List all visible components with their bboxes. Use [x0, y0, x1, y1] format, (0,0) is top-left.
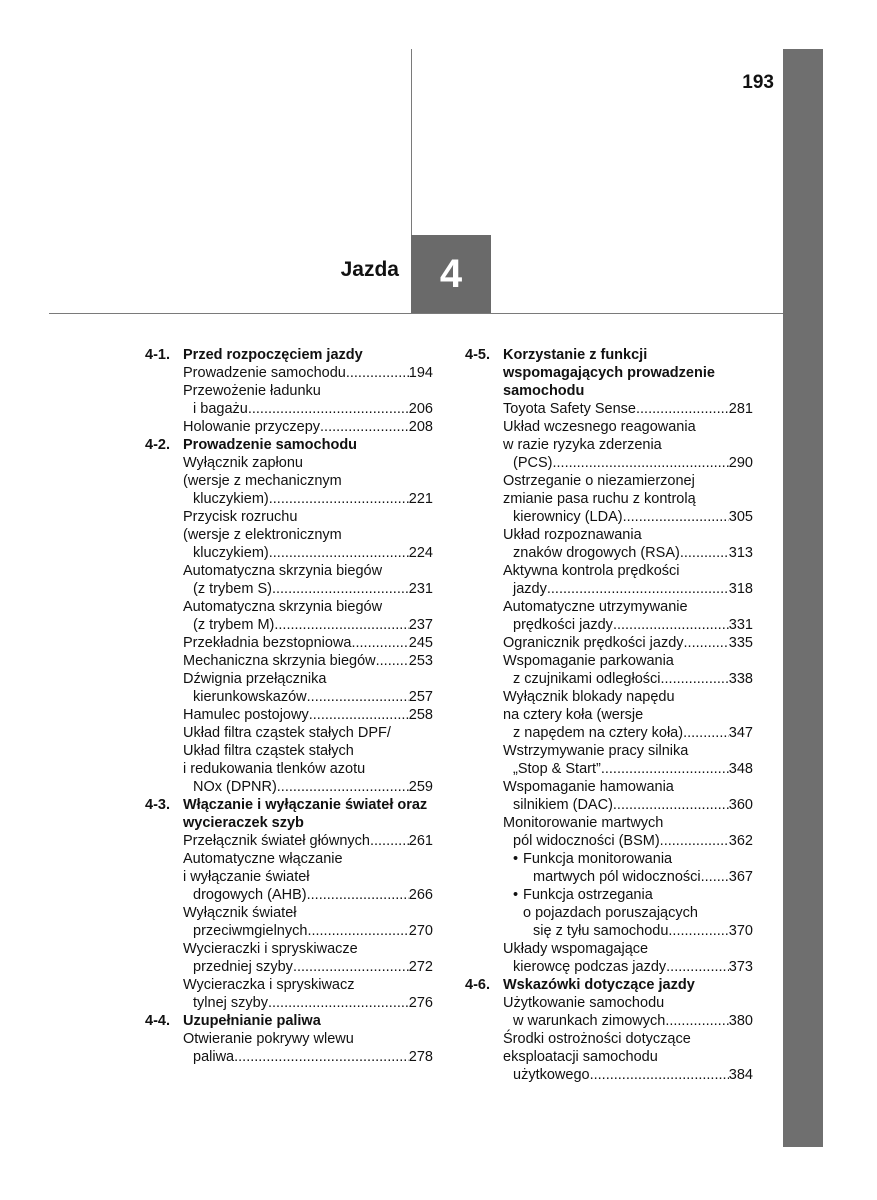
toc-entry[interactable] — [183, 508, 433, 562]
dot-leader — [293, 958, 409, 976]
page-ref: 360 — [728, 797, 753, 813]
dot-leader — [272, 580, 409, 598]
bullet-icon: • — [513, 887, 519, 903]
entry-title-last: martwych pól widoczności — [533, 869, 701, 885]
toc-leader-line — [183, 544, 433, 562]
dot-leader — [701, 868, 729, 886]
toc-entry[interactable] — [503, 778, 753, 814]
toc-leader-line — [503, 724, 753, 742]
toc-leader-line — [183, 418, 433, 436]
subentry-title: Funkcja ostrzegania — [523, 887, 653, 903]
section-heading — [145, 436, 433, 454]
entry-title: Automatyczna skrzynia biegów — [183, 599, 383, 615]
page-ref: 253 — [408, 653, 433, 669]
section-number: 4-3. — [145, 797, 170, 813]
entry-title-last: w warunkach zimowych — [513, 1013, 666, 1029]
entry-title-last: pól widoczności (BSM) — [513, 833, 660, 849]
toc-entry[interactable] — [503, 400, 753, 418]
entry-title-last: NOx (DPNR) — [193, 779, 277, 795]
toc-entry[interactable] — [503, 526, 753, 562]
toc-leader-line — [183, 634, 433, 652]
entry-title: Wyłącznik świateł — [183, 905, 297, 921]
page-ref: 206 — [408, 401, 433, 417]
toc-leader-line — [503, 958, 753, 976]
entry-title-last: Mechaniczna skrzynia biegów — [183, 653, 376, 669]
entry-title: Ostrzeganie o niezamierzonej zmianie pasa ruchu z kontrolą — [503, 473, 696, 507]
toc-leader-line — [183, 778, 433, 796]
entry-title-last: się z tyłu samochodu — [533, 923, 669, 939]
toc-leader-line — [183, 886, 433, 904]
entry-title-last: kierowcę podczas jazdy — [513, 959, 667, 975]
entry-title-last: (z trybem S) — [193, 581, 272, 597]
entry-title: Przycisk rozruchu (wersje z elektronicznym — [183, 509, 342, 543]
entry-title-last: Hamulec postojowy — [183, 707, 309, 723]
entry-title-last: Prowadzenie samochodu — [183, 365, 346, 381]
dot-leader — [666, 958, 729, 976]
toc-entry[interactable] — [183, 670, 433, 706]
toc-leader-line — [503, 544, 753, 562]
entry-title-last: paliwa — [193, 1049, 235, 1065]
toc-entry[interactable] — [183, 634, 433, 652]
dot-leader — [684, 634, 729, 652]
dot-leader — [274, 616, 408, 634]
page-ref: 259 — [408, 779, 433, 795]
entry-title: Otwieranie pokrywy wlewu — [183, 1031, 354, 1047]
toc-entry[interactable] — [503, 562, 753, 598]
dot-leader — [277, 778, 409, 796]
dot-leader — [636, 400, 729, 418]
subentry-first-line — [513, 850, 753, 868]
entry-title: Użytkowanie samochodu — [503, 995, 665, 1011]
entry-title: Automatyczna skrzynia biegów — [183, 563, 383, 579]
entry-title: Dźwignia przełącznika — [183, 671, 327, 687]
toc-leader-line — [503, 1012, 753, 1030]
entry-title-last: przeciwmgielnych — [193, 923, 308, 939]
toc-leader-line — [183, 616, 433, 634]
toc-entry[interactable] — [503, 742, 753, 778]
bullet-icon: • — [513, 851, 519, 867]
section-title: Wskazówki dotyczące jazdy — [503, 977, 695, 993]
entry-title: Wspomaganie hamowania — [503, 779, 674, 795]
page-ref: 231 — [408, 581, 433, 597]
page-ref: 347 — [728, 725, 753, 741]
dot-leader — [248, 400, 409, 418]
toc-entry[interactable] — [183, 454, 433, 508]
dot-leader — [680, 544, 729, 562]
toc-entry[interactable] — [183, 364, 433, 382]
chapter-number-box: 4 — [411, 235, 491, 313]
dot-leader — [601, 760, 729, 778]
section-title: Przed rozpoczęciem jazdy — [183, 347, 363, 363]
entry-title-last: Przekładnia bezstopniowa — [183, 635, 352, 651]
page-ref: 380 — [728, 1013, 753, 1029]
dot-leader — [683, 724, 729, 742]
horizontal-rule — [49, 313, 783, 314]
entry-title: Układy wspomagające — [503, 941, 649, 957]
toc-leader-line — [183, 364, 433, 382]
entry-title-last: Ogranicznik prędkości jazdy — [503, 635, 684, 651]
dot-leader — [552, 454, 728, 472]
toc-entry[interactable] — [183, 382, 433, 418]
subentry-first-line — [513, 886, 753, 904]
entry-title: Wyłącznik zapłonu (wersje z mechanicznym — [183, 455, 342, 489]
dot-leader — [623, 508, 729, 526]
entry-title: Wycieraczka i spryskiwacz — [183, 977, 355, 993]
dot-leader — [665, 1012, 728, 1030]
dot-leader — [234, 1048, 409, 1066]
toc-leader-line — [183, 832, 433, 850]
toc-entry[interactable] — [183, 976, 433, 1012]
toc-entry[interactable] — [503, 598, 753, 634]
section-heading — [145, 346, 433, 364]
chapter-title: Jazda — [340, 258, 399, 281]
page-ref: 221 — [408, 491, 433, 507]
section-number: 4-1. — [145, 347, 170, 363]
page-ref: 261 — [408, 833, 433, 849]
section-number: 4-5. — [465, 347, 490, 363]
page-ref: 237 — [408, 617, 433, 633]
page-ref: 338 — [728, 671, 753, 687]
page-ref: 272 — [408, 959, 433, 975]
page-ref: 367 — [728, 869, 753, 885]
section-heading — [465, 346, 753, 400]
toc-leader-line — [503, 832, 753, 850]
entry-title: Układ wczesnego reagowania w razie ryzyka zderzenia — [503, 419, 696, 453]
toc-entry[interactable] — [183, 652, 433, 670]
section-title: Włączanie i wyłączanie świateł oraz wycieraczek szyb — [183, 797, 428, 831]
page-ref: 266 — [408, 887, 433, 903]
section-number: 4-4. — [145, 1013, 170, 1029]
toc-leader-line — [503, 454, 753, 472]
entry-title-last: Toyota Safety Sense — [503, 401, 636, 417]
chapter-tab-bar — [783, 49, 823, 1147]
entry-title: Przewożenie ładunku — [183, 383, 321, 399]
entry-title: Wycieraczki i spryskiwacze — [183, 941, 358, 957]
dot-leader — [307, 922, 408, 940]
entry-title-last: kluczykiem) — [193, 491, 269, 507]
entry-title-last: (PCS) — [513, 455, 553, 471]
page-ref: 270 — [408, 923, 433, 939]
dot-leader — [547, 580, 729, 598]
entry-title: Środki ostrożności dotyczące eksploatacji samochodu — [503, 1031, 691, 1065]
toc-leader-line — [183, 580, 433, 598]
page-ref: 281 — [728, 401, 753, 417]
toc-leader-line — [503, 796, 753, 814]
toc-subentry[interactable] — [513, 886, 753, 940]
toc-entry[interactable] — [183, 940, 433, 976]
toc-leader-line — [503, 1066, 753, 1084]
entry-title-last: kluczykiem) — [193, 545, 269, 561]
toc-column-left — [145, 346, 433, 1066]
dot-leader — [660, 670, 728, 688]
page-ref: 373 — [728, 959, 753, 975]
dot-leader — [613, 796, 729, 814]
dot-leader — [346, 364, 409, 382]
page-ref: 305 — [728, 509, 753, 525]
toc-column-right — [465, 346, 753, 1084]
page-ref: 208 — [408, 419, 433, 435]
entry-title-last: użytkowego — [513, 1067, 590, 1083]
entry-title: Monitorowanie martwych — [503, 815, 664, 831]
entry-title-last: przedniej szyby — [193, 959, 293, 975]
toc-entry[interactable] — [503, 634, 753, 652]
toc-entry[interactable] — [183, 418, 433, 436]
dot-leader — [370, 832, 409, 850]
dot-leader — [268, 994, 409, 1012]
entry-title: Wyłącznik blokady napędu na cztery koła (wersje — [503, 689, 675, 723]
page-number: 193 — [742, 72, 774, 93]
toc-subentry[interactable] — [513, 850, 753, 886]
section-number: 4-2. — [145, 437, 170, 453]
entry-title: Automatyczne włączanie i wyłączanie świateł — [183, 851, 343, 885]
entry-title-last: Holowanie przyczepy — [183, 419, 321, 435]
entry-title: Wspomaganie parkowania — [503, 653, 674, 669]
toc-leader-line — [503, 508, 753, 526]
dot-leader — [320, 418, 409, 436]
toc-entry[interactable] — [183, 850, 433, 904]
toc-entry[interactable] — [183, 1030, 433, 1066]
entry-title-last: i bagażu — [193, 401, 248, 417]
entry-title-last: Przełącznik świateł głównych — [183, 833, 370, 849]
page-ref: 278 — [408, 1049, 433, 1065]
entry-title: Automatyczne utrzymywanie — [503, 599, 688, 615]
toc-entry[interactable] — [503, 994, 753, 1030]
toc-entry[interactable] — [503, 1030, 753, 1084]
page-ref: 224 — [408, 545, 433, 561]
page-ref: 348 — [728, 761, 753, 777]
dot-leader — [307, 886, 409, 904]
section-title: Prowadzenie samochodu — [183, 437, 358, 453]
toc-entry[interactable] — [503, 652, 753, 688]
toc-leader-line — [183, 1048, 433, 1066]
page-ref: 257 — [408, 689, 433, 705]
entry-title-last: drogowych (AHB) — [193, 887, 307, 903]
toc-entry[interactable] — [503, 472, 753, 526]
entry-title-last: z czujnikami odległości — [513, 671, 661, 687]
dot-leader — [660, 832, 729, 850]
toc-leader-line — [183, 994, 433, 1012]
dot-leader — [269, 490, 409, 508]
dot-leader — [376, 652, 409, 670]
section-heading — [145, 1012, 433, 1030]
subentry-title: Funkcja monitorowania — [523, 851, 673, 867]
toc-leader-line — [503, 634, 753, 652]
entry-title: Wstrzymywanie pracy silnika — [503, 743, 689, 759]
toc-leader-line — [183, 652, 433, 670]
page-ref: 384 — [728, 1067, 753, 1083]
entry-title: Aktywna kontrola prędkości — [503, 563, 680, 579]
entry-title-last: tylnej szyby — [193, 995, 268, 1011]
entry-title-last: (z trybem M) — [193, 617, 275, 633]
page-ref: 245 — [408, 635, 433, 651]
subentry-title-cont: o pojazdach poruszających — [523, 905, 698, 921]
page-ref: 370 — [728, 923, 753, 939]
toc-entry[interactable] — [183, 832, 433, 850]
dot-leader — [307, 688, 409, 706]
toc-leader-line — [503, 670, 753, 688]
entry-title-last: kierunkowskazów — [193, 689, 307, 705]
page-ref: 276 — [408, 995, 433, 1011]
page-ref: 331 — [728, 617, 753, 633]
dot-leader — [351, 634, 408, 652]
page-ref: 318 — [728, 581, 753, 597]
page-ref: 335 — [728, 635, 753, 651]
entry-title: Układ filtra cząstek stałych DPF/ Układ filtra cząstek stałych i redukowania tlenków azotu — [183, 725, 391, 777]
toc-leader-line — [183, 490, 433, 508]
toc-entry[interactable] — [183, 724, 433, 796]
dot-leader — [309, 706, 409, 724]
toc-entry[interactable] — [183, 904, 433, 940]
entry-title: Układ rozpoznawania — [503, 527, 642, 543]
toc-entry[interactable] — [183, 562, 433, 598]
section-number: 4-6. — [465, 977, 490, 993]
toc-entry[interactable] — [503, 940, 753, 976]
toc-leader-line — [503, 616, 753, 634]
toc-leader-line — [183, 688, 433, 706]
page-ref: 313 — [728, 545, 753, 561]
entry-title-last: z napędem na cztery koła) — [513, 725, 684, 741]
section-heading — [465, 976, 753, 994]
toc-leader-line — [513, 922, 753, 940]
dot-leader — [613, 616, 729, 634]
entry-title-last: „Stop & Start” — [513, 761, 601, 777]
toc-leader-line — [503, 760, 753, 778]
toc-leader-line — [183, 706, 433, 724]
toc-leader-line — [183, 958, 433, 976]
entry-title-last: jazdy — [513, 581, 547, 597]
toc-leader-line — [513, 868, 753, 886]
dot-leader — [269, 544, 409, 562]
toc-entry[interactable] — [503, 688, 753, 742]
entry-title-last: znaków drogowych (RSA) — [513, 545, 680, 561]
toc-entry[interactable] — [183, 706, 433, 724]
section-title: Uzupełnianie paliwa — [183, 1013, 321, 1029]
toc-entry[interactable] — [503, 814, 753, 850]
entry-title-last: prędkości jazdy — [513, 617, 613, 633]
toc-entry[interactable] — [183, 598, 433, 634]
section-title: Korzystanie z funkcji wspomagających prowadzenie samochodu — [503, 347, 715, 399]
toc-leader-line — [503, 400, 753, 418]
entry-title-last: kierownicy (LDA) — [513, 509, 623, 525]
entry-title-last: silnikiem (DAC) — [513, 797, 613, 813]
dot-leader — [668, 922, 728, 940]
toc-leader-line — [183, 922, 433, 940]
toc-leader-line — [183, 400, 433, 418]
dot-leader — [590, 1066, 729, 1084]
page-ref: 362 — [728, 833, 753, 849]
toc-leader-line — [503, 580, 753, 598]
page-ref: 194 — [408, 365, 433, 381]
toc-entry[interactable] — [503, 418, 753, 472]
page-ref: 290 — [728, 455, 753, 471]
page-ref: 258 — [408, 707, 433, 723]
section-heading — [145, 796, 433, 832]
